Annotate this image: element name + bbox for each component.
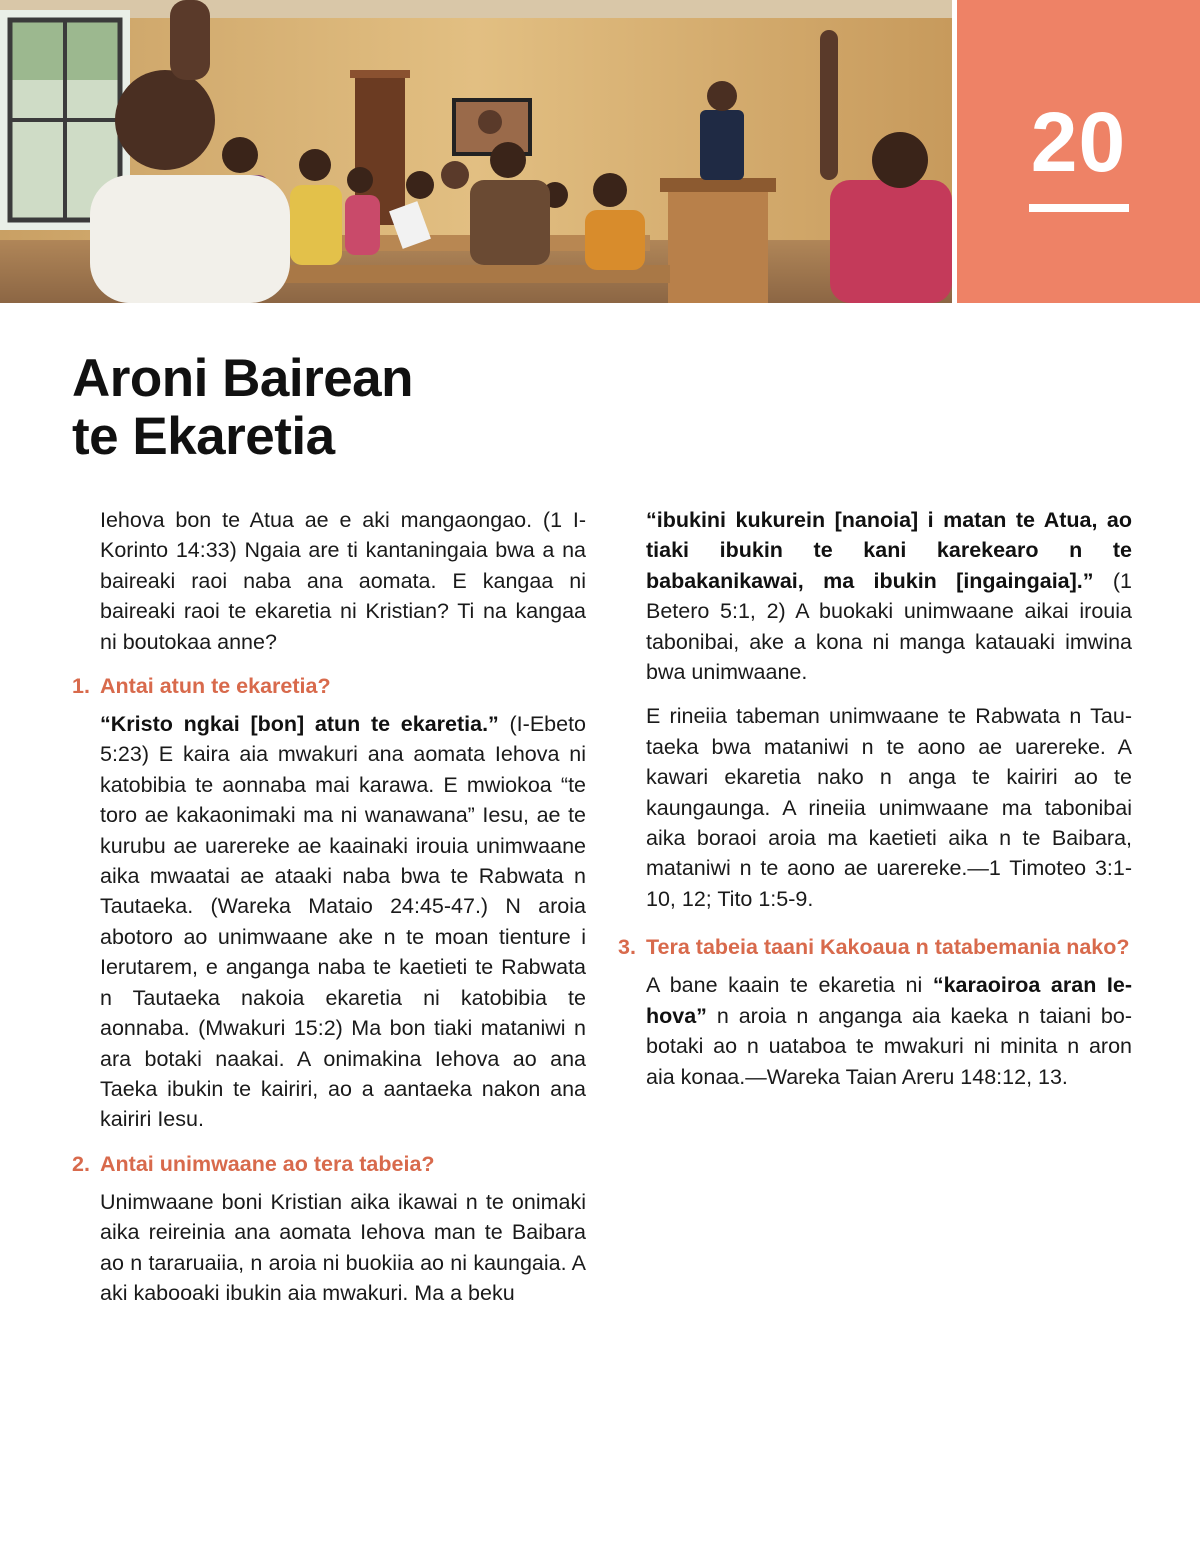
section-2-quote: “ibukini kukurein [nanoia] i matan te Atua, ao tiaki ibukin te kani karekearo n te babakanikawai, ma ibukin [ingaingaia].” (646, 508, 1132, 593)
page-title (72, 350, 413, 466)
section-2-heading (72, 1149, 586, 1179)
right-column (618, 505, 1132, 1106)
section-2-paragraph-continued (646, 505, 1132, 687)
section-3-body-post: n aroia n anganga aia kaeka n taiani bobotaki ao n uataboa te mwakuri ni minita n aron aia konaa.—Wareka Taian Areru 148:12, 13. (646, 1003, 1132, 1089)
section-2-paragraph-2: E rineiia tabeman unimwaane te Rabwata n Tautaeka bwa mataniwi n te aono ae uarereke. A kawari ekaretia nako n anga te kairiri ao te kaungaunga. A rineiia unimwaane ma tabonibai aika boraoi aroia ma kaetieti aika n te Baibara, mataniwi n te aono ae uarereke.—1 Timoteo 3:1-10, 12; Tito 1:5-9. (646, 704, 1132, 911)
page-title-line1: Aroni Bairean (72, 349, 414, 408)
section-2-body-part1: Unimwaane boni Kristian aika ikawai n te onimaki aika reireinia ana aomata Iehova man te Baibara ao n tararuaiia, n aroia ni buokiia ao ni kaungaia. A aki kabooaki ibukin aia mwakuri. Ma a beku (100, 1189, 586, 1305)
congregation-meeting-photo (0, 0, 952, 303)
section-3-body-pre: A bane kaain te ekaretia ni (646, 973, 933, 998)
section-1-heading-text: Antai atun te ekaretia? (100, 674, 331, 699)
section-1-paragraph (100, 709, 586, 1135)
header-photo (0, 0, 952, 303)
section-3-number: 3. (618, 935, 636, 960)
left-column (72, 505, 586, 1308)
section-3-paragraph (646, 970, 1132, 1092)
lesson-number-box (957, 0, 1200, 303)
lesson-number-underline (1029, 204, 1129, 212)
section-2-body-part2: (1 Betero 5:1, 2) A buokaki unimwaane aikai irouia tabonibai, ake a kona ni manga katauaki imwina bwa unimwaane. (646, 568, 1132, 685)
section-1-number: 1. (72, 674, 90, 699)
section-1-heading (72, 671, 586, 701)
section-2-heading-text: Antai unimwaane ao tera tabeia? (100, 1151, 435, 1176)
section-3-quote: “karaoiroa aran Iehova” (646, 973, 1132, 1028)
section-3-heading-text: Tera tabeia taani Kakoaua n tatabemania nako? (646, 935, 1130, 960)
lesson-number: 20 (1030, 95, 1127, 189)
section-3-heading (618, 932, 1132, 962)
page-title-line2: te Ekaretia (72, 407, 335, 466)
section-2-number: 2. (72, 1151, 90, 1176)
section-1-body: (I-Ebeto 5:23) E kaira aia mwakuri ana aomata Iehova ni katobibia te aonnaba mai karawa. E mwiokoa “te toro ae kakaonimaki ma ni wanawana” Iesu, ae te kurubu ae uarereke ae kaainaki irouia unimwaane aika mwaatai ae ataaki naba bwa te Rabwata n Tautaeka. (Wareka Mataio 24:45-47.) N aroia abotoro ao unimwaane ake n te moan tienture i Ierutarem, e anganga naba te kaetieti te Rabwata n Tautaeka nakoia ekaretia ni katobibia te aonnaba. (Mwakuri 15:2) Ma bon tiaki mataniwi n ara botaki naakai. A onimakina Iehova ao ana Taeka ibukin te kairiri, ao a aantaeka nakon ana kairiri Iesu. (100, 712, 587, 1132)
section-1-quote: “Kristo ngkai [bon] atun te ekaretia.” (100, 712, 499, 737)
intro-paragraph: Iehova bon te Atua ae e aki mangaongao. (1 I-Korinto 14:33) Ngaia are ti kantaningaia bwa a na baireaki raoi naba ana aomata. E kangaa ni baireaki raoi te ekaretia ni Kristian? Ti na kangaa ni boutokaa anne? (100, 508, 586, 654)
section-2-paragraph (100, 1187, 586, 1309)
